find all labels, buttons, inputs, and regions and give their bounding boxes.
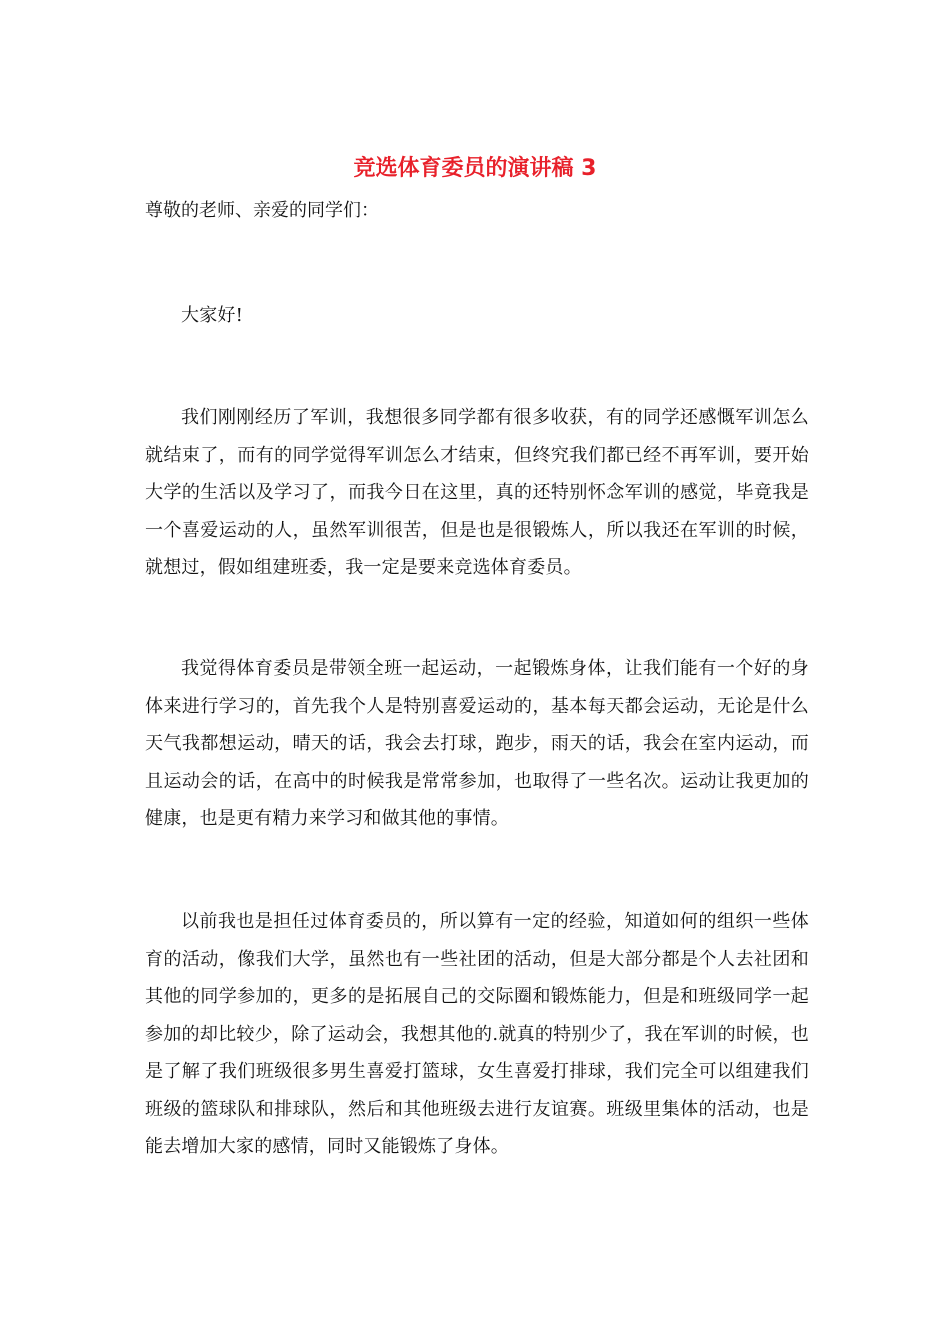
paragraph-3: 以前我也是担任过体育委员的，所以算有一定的经验，知道如何的组织一些体育的活动，像我们大学，虽然也有一些社团的活动，但是大部分都是个人去社团和其他的同学参加的，更多的是拓展自己的交际圈和锻炼能力，但是和班级同学一起参加的却比较少，除了运动会，我想其他的.就真的特别少了，我在军训的时候，也是了解了我们班级很多男生喜爱打篮球，女生喜爱打排球，我们完全可以组建我们班级的篮球队和排球队，然后和其他班级去进行友谊赛。班级里集体的活动，也是能去增加大家的感情，同时又能锻炼了身体。	[145, 911, 809, 1157]
paragraph-1: 我们刚刚经历了军训，我想很多同学都有很多收获，有的同学还感慨军训怎么就结束了，而有的同学觉得军训怎么才结束，但终究我们都已经不再军训，要开始大学的生活以及学习了，而我今日在这里，真的还特别怀念军训的感觉，毕竟我是一个喜爱运动的人，虽然军训很苦，但是也是很锻炼人，所以我还在军训的时候，就想过，假如组建班委，我一定是要来竞选体育委员。	[145, 407, 809, 578]
greeting: 大家好!	[181, 305, 244, 326]
document-title: 竞选体育委员的演讲稿 3	[353, 156, 597, 181]
paragraph-2: 我觉得体育委员是带领全班一起运动，一起锻炼身体，让我们能有一个好的身体来进行学习的，首先我个人是特别喜爱运动的，基本每天都会运动，无论是什么天气我都想运动，晴天的话，我会去打球，跑步，雨天的话，我会在室内运动，而且运动会的话，在高中的时候我是常常参加，也取得了一些名次。运动让我更加的健康，也是更有精力来学习和做其他的事情。	[145, 658, 809, 829]
salutation: 尊敬的老师、亲爱的同学们：	[145, 200, 379, 221]
